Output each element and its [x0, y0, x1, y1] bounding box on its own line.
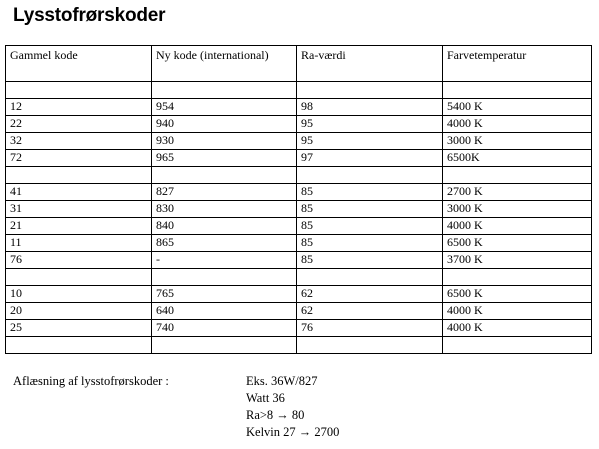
cell-new-code	[152, 269, 297, 286]
cell-new-code: 830	[152, 201, 297, 218]
cell-new-code: 940	[152, 116, 297, 133]
header-color-temperature: Farvetemperatur	[443, 46, 592, 82]
cell-new-code: 765	[152, 286, 297, 303]
cell-color-temperature: 3000 K	[443, 201, 592, 218]
legend-line: Eks. 36W/827	[246, 374, 318, 388]
cell-color-temperature: 5400 K	[443, 99, 592, 116]
cell-color-temperature: 4000 K	[443, 303, 592, 320]
page-title: Lysstofrørskoder	[13, 5, 166, 26]
cell-old-code: 20	[6, 303, 152, 320]
cell-old-code: 22	[6, 116, 152, 133]
cell-ra-value: 62	[297, 303, 443, 320]
cell-color-temperature: 3000 K	[443, 133, 592, 150]
cell-ra-value: 62	[297, 286, 443, 303]
legend-line: Watt 36	[246, 391, 285, 405]
table-row	[6, 99, 592, 116]
cell-color-temperature: 4000 K	[443, 116, 592, 133]
cell-old-code: 76	[6, 252, 152, 269]
legend-line: Ra>8 → 80	[246, 408, 305, 422]
table-spacer-row	[6, 337, 592, 354]
cell-old-code: 41	[6, 184, 152, 201]
cell-new-code: 954	[152, 99, 297, 116]
cell-color-temperature	[443, 269, 592, 286]
cell-new-code	[152, 167, 297, 184]
cell-old-code: 12	[6, 99, 152, 116]
cell-color-temperature: 4000 K	[443, 218, 592, 235]
cell-old-code: 25	[6, 320, 152, 337]
legend-label: Aflæsning af lysstofrørskoder :	[13, 374, 169, 388]
header-old-code: Gammel kode	[6, 46, 152, 82]
legend-example	[246, 373, 339, 441]
table-header-row	[6, 46, 592, 82]
cell-new-code	[152, 337, 297, 354]
cell-color-temperature	[443, 167, 592, 184]
cell-color-temperature: 6500 K	[443, 286, 592, 303]
cell-ra-value: 95	[297, 133, 443, 150]
cell-new-code: 827	[152, 184, 297, 201]
table-row	[6, 201, 592, 218]
cell-new-code: 840	[152, 218, 297, 235]
cell-old-code: 32	[6, 133, 152, 150]
table-row	[6, 252, 592, 269]
cell-ra-value	[297, 167, 443, 184]
cell-ra-value	[297, 337, 443, 354]
table-row	[6, 303, 592, 320]
cell-old-code: 31	[6, 201, 152, 218]
table-row	[6, 235, 592, 252]
cell-new-code: 865	[152, 235, 297, 252]
table-spacer-row	[6, 269, 592, 286]
cell-old-code	[6, 337, 152, 354]
cell-new-code: 930	[152, 133, 297, 150]
table-spacer-row	[6, 82, 592, 99]
cell-old-code	[6, 167, 152, 184]
codes-table	[5, 45, 592, 354]
cell-old-code: 21	[6, 218, 152, 235]
cell-ra-value: 95	[297, 116, 443, 133]
cell-new-code: 965	[152, 150, 297, 167]
cell-color-temperature	[443, 82, 592, 99]
cell-ra-value	[297, 269, 443, 286]
cell-ra-value: 97	[297, 150, 443, 167]
table-row	[6, 286, 592, 303]
cell-new-code	[152, 82, 297, 99]
table-row	[6, 320, 592, 337]
cell-ra-value: 85	[297, 184, 443, 201]
cell-new-code: -	[152, 252, 297, 269]
cell-color-temperature: 6500 K	[443, 235, 592, 252]
cell-new-code: 740	[152, 320, 297, 337]
cell-color-temperature: 4000 K	[443, 320, 592, 337]
cell-ra-value: 98	[297, 99, 443, 116]
cell-old-code	[6, 269, 152, 286]
cell-color-temperature: 6500K	[443, 150, 592, 167]
table-row	[6, 218, 592, 235]
cell-ra-value: 76	[297, 320, 443, 337]
cell-new-code: 640	[152, 303, 297, 320]
cell-color-temperature: 3700 K	[443, 252, 592, 269]
header-new-code: Ny kode (international)	[152, 46, 297, 82]
table-spacer-row	[6, 167, 592, 184]
cell-ra-value: 85	[297, 218, 443, 235]
cell-old-code: 11	[6, 235, 152, 252]
table-row	[6, 184, 592, 201]
cell-old-code	[6, 82, 152, 99]
cell-color-temperature: 2700 K	[443, 184, 592, 201]
cell-ra-value: 85	[297, 201, 443, 218]
cell-ra-value: 85	[297, 252, 443, 269]
cell-color-temperature	[443, 337, 592, 354]
cell-ra-value	[297, 82, 443, 99]
header-ra-value: Ra-værdi	[297, 46, 443, 82]
table-row	[6, 133, 592, 150]
table-row	[6, 150, 592, 167]
cell-ra-value: 85	[297, 235, 443, 252]
cell-old-code: 10	[6, 286, 152, 303]
legend-line: Kelvin 27 → 2700	[246, 425, 340, 439]
cell-old-code: 72	[6, 150, 152, 167]
table-row	[6, 116, 592, 133]
